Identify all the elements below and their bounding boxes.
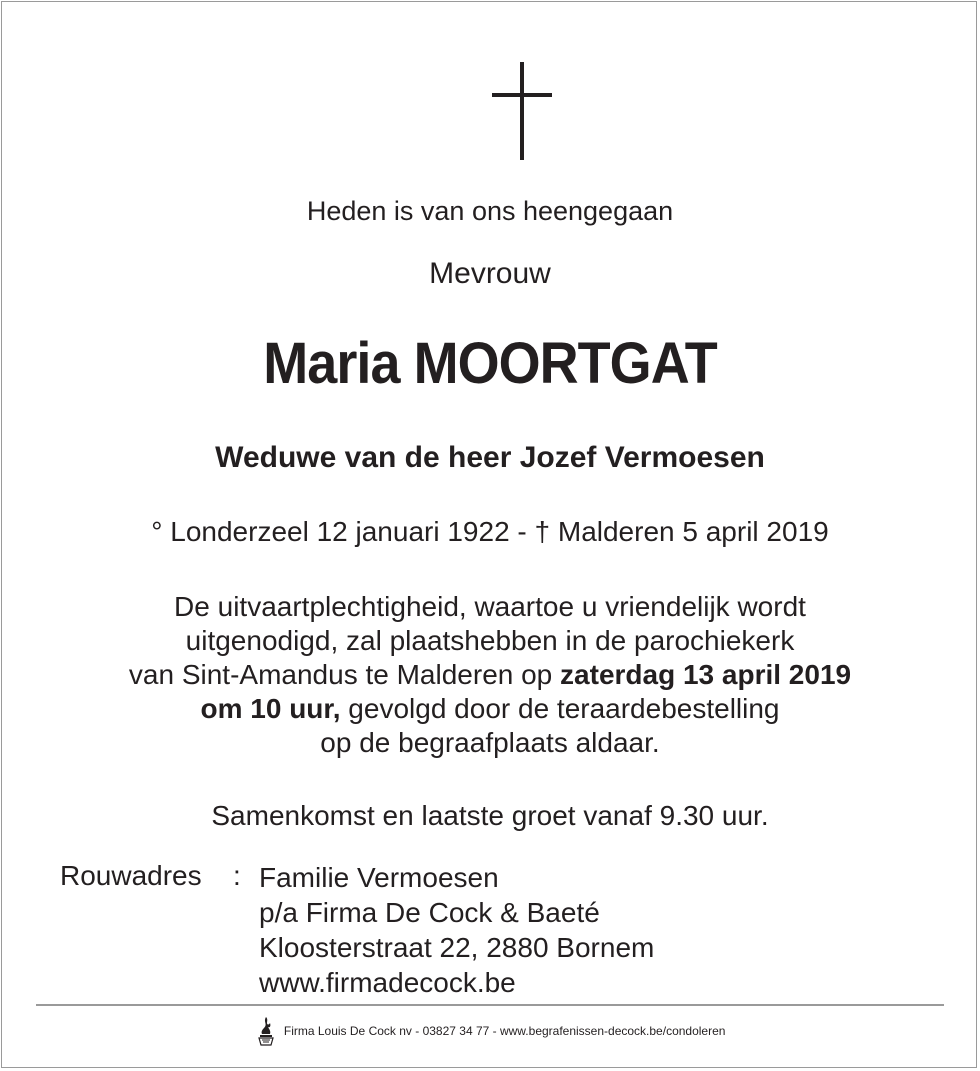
cross-icon — [492, 62, 552, 160]
service-line-4 — [0, 692, 980, 726]
service-line-4-text: gevolgd door de teraardebestelling — [340, 693, 780, 724]
address-line-website[interactable]: www.firmadecock.be — [259, 967, 516, 998]
address-separator: : — [233, 860, 241, 891]
address-label: Rouwadres — [60, 860, 202, 891]
spouse-line: Weduwe van de heer Jozef Vermoesen — [215, 441, 765, 474]
footer — [0, 1016, 980, 1046]
address-line-name: Familie Vermoesen — [259, 862, 499, 893]
birth-death-dates: ° Londerzeel 12 januari 1922 - † Malderen 5 april 2019 — [151, 516, 829, 547]
address-line-street: Kloosterstraat 22, 2880 Bornem — [259, 932, 655, 963]
flame-crest-icon — [255, 1016, 277, 1046]
deceased-name: Maria MOORTGAT — [263, 331, 717, 396]
service-announcement — [0, 590, 980, 760]
service-line-3 — [0, 658, 980, 692]
service-line-2: uitgenodigd, zal plaatshebben in de parochiekerk — [185, 625, 795, 656]
service-date: zaterdag 13 april 2019 — [560, 659, 852, 690]
footer-divider — [36, 1004, 944, 1006]
address-block — [259, 860, 654, 1000]
service-time: om 10 uur, — [200, 693, 341, 724]
service-line-1: De uitvaartplechtigheid, waartoe u vriendelijk wordt — [174, 591, 806, 622]
honorific: Mevrouw — [429, 257, 551, 290]
service-line-3-text: van Sint-Amandus te Malderen op — [128, 659, 561, 690]
meeting-info: Samenkomst en laatste groet vanaf 9.30 uur. — [211, 800, 769, 831]
intro-text: Heden is van ons heengegaan — [306, 196, 674, 226]
service-line-5: op de begraafplaats aldaar. — [320, 727, 660, 758]
footer-text: Firma Louis De Cock nv - 03827 34 77 - www.begrafenissen-decock.be/condoleren — [283, 1024, 726, 1038]
address-line-care-of: p/a Firma De Cock & Baeté — [259, 897, 600, 928]
